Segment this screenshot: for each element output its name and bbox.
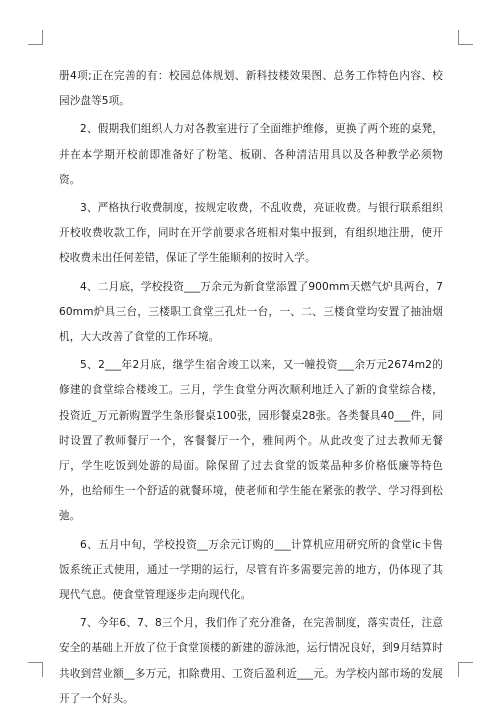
crop-mark-bottom-left xyxy=(28,662,43,677)
crop-mark-bottom-right xyxy=(458,662,473,677)
paragraph-7-swimming-pool: 7、今年6、7、8三个月，我们作了充分准备，在完善制度，落实责任，注意安全的基础上开放了位于食堂顶楼的新建的游泳池，运行情况良好，到9月结算时共收到营业额__多万元，扣除费用、工资后盈利近___元。为学校内部市场的发展开了一个好头。 xyxy=(59,617,443,705)
paragraph-6-ic-card-system: 6、五月中旬，学校投资__万余元订购的___计算机应用研究所的食堂ic卡售饭系统正式使用，通过一学期的运行，尽管有许多需要完善的地方，仍体现了其现代气息。使食堂管理逐步走向现代化。 xyxy=(59,538,443,602)
paragraph-2-classroom-maintenance: 2、假期我们组织人力对各教室进行了全面维护维修，更换了两个班的桌凳，并在本学期开校前即准备好了粉笔、板刷、各种清洁用具以及各种教学必须物资。 xyxy=(59,123,443,186)
paragraph-3-fee-collection: 3、严格执行收费制度，按规定收费，不乱收费，亮证收费。与银行联系组织开校收费收款工作，同时在开学前要求各班相对集中报到，有组织地注册，使开校收费未出任何差错，保证了学生能顺利的按时入学。 xyxy=(59,202,443,265)
crop-mark-top-right xyxy=(458,30,473,45)
paragraph-5-canteen-building: 5、2___年2月底，继学生宿舍竣工以来，又一幢投资___余万元2674m2的修建的食堂综合楼竣工。三月，学生食堂分两次顺利地迁入了新的食堂综合楼，投资近_万元新购置学生条形餐桌100张，园形餐桌28张。各类餐具40___件，同时设置了教师餐厅一个，客餐餐厅一个，雅间两个。从此改变了过去教师无餐厅，学生吃饭到处游的局面。除保留了过去食堂的饭菜品种多价格低廉等特色外，也给师生一个舒适的就餐环境，使老师和学生能在紧张的教学、学习得到松弛。 xyxy=(59,359,443,523)
crop-mark-top-left xyxy=(28,30,43,45)
document-body xyxy=(59,64,443,715)
paragraph-continuation: 册4项;正在完善的有：校园总体规划、新科技楼效果图、总务工作特色内容、校园沙盘等5项。 xyxy=(59,70,443,108)
paragraph-4-canteen-equipment: 4、二月底，学校投资___万余元为新食堂添置了900mm天燃气炉具两台，760mm炉具三台，三楼职工食堂三孔灶一台，一、二、三楼食堂均安置了抽油烟机，大大改善了食堂的工作环境。 xyxy=(59,280,443,344)
